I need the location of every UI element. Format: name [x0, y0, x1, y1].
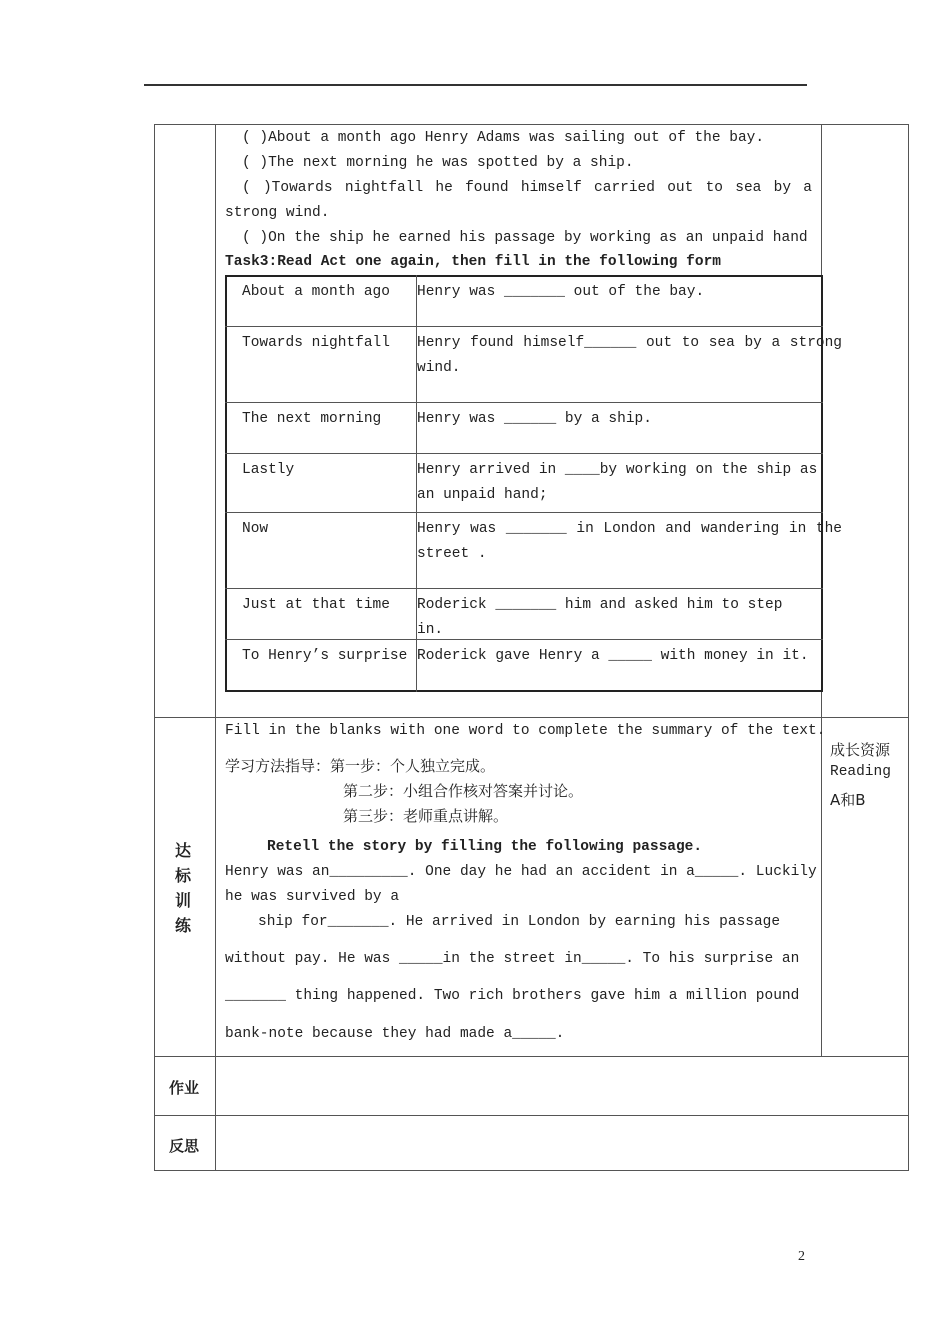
method-guide-1: 学习方法指导：第一步：个人独立完成。: [225, 757, 496, 775]
form-event-cell: Henry arrived in ____by working on the ship as an unpaid hand;: [417, 462, 818, 503]
method-guide-2: 第二步：小组合作核对答案并讨论。: [343, 782, 584, 800]
form-event-cell: Henry found himself______ out to sea by a strong wind.: [417, 335, 842, 376]
col-divider-left: [215, 124, 216, 1171]
form-event-cell: Roderick gave Henry a _____ with money in it.: [417, 648, 809, 664]
form-event-cell: Henry was _______ out of the bay.: [417, 284, 705, 300]
homework-label: 作业: [169, 1079, 200, 1097]
form-time-cell: About a month ago: [242, 284, 390, 300]
statement-4: ( )On the ship he earned his passage by working as an unpaid hand: [242, 230, 808, 246]
task3-title: Task3:Read Act one again, then fill in the following form: [225, 254, 721, 270]
form-row-line: [225, 512, 823, 513]
passage-line: he was survived by a: [225, 889, 400, 905]
header-rule: [144, 84, 807, 86]
form-time-cell: To Henry’s surprise: [242, 648, 408, 664]
form-time-cell: Now: [242, 521, 269, 537]
reflection-label: 反思: [169, 1137, 200, 1155]
passage-line: without pay. He was _____in the street in_____. To his surprise an: [225, 951, 800, 967]
resource-line: A和B: [830, 791, 866, 809]
form-time-cell: The next morning: [242, 411, 382, 427]
statement-1: ( )About a month ago Henry Adams was sailing out of the bay.: [242, 130, 765, 146]
passage-line: bank-note because they had made a_____.: [225, 1026, 565, 1042]
form-row-line: [225, 588, 823, 589]
form-row-line: [225, 402, 823, 403]
form-event-cell: Roderick _______ him and asked him to step in.: [417, 597, 783, 638]
method-guide-3: 第三步：老师重点讲解。: [343, 807, 509, 825]
statement-3: ( )Towards nightfall he found himself carried out to sea by a: [242, 180, 812, 196]
passage-line: ship for_______. He arrived in London by earning his passage: [258, 914, 781, 930]
summary-intro: Fill in the blanks with one word to complete the summary of the text.: [225, 723, 826, 739]
statement-2: ( )The next morning he was spotted by a ship.: [242, 155, 634, 171]
form-row-line: [225, 326, 823, 327]
page-number: 2: [798, 1249, 805, 1264]
form-event-cell: Henry was _______ in London and wandering in the street .: [417, 521, 842, 562]
retell-title: Retell the story by filling the following passage.: [267, 839, 703, 855]
form-event-cell: Henry was ______ by a ship.: [417, 411, 652, 427]
form-time-cell: Lastly: [242, 462, 295, 478]
passage-line: Henry was an_________. One day he had an accident in a_____. Luckily: [225, 864, 817, 880]
resource-line: Reading: [830, 764, 891, 780]
form-time-cell: Just at that time: [242, 597, 390, 613]
row-divider-2: [154, 1056, 909, 1057]
resource-title: 成长资源: [830, 741, 891, 759]
row-divider-3: [154, 1115, 909, 1116]
statement-3-cont: strong wind.: [225, 205, 330, 221]
practice-section-label: 达标训练: [175, 841, 192, 935]
passage-line: _______ thing happened. Two rich brothers gave him a million pound: [225, 988, 800, 1004]
form-time-cell: Towards nightfall: [242, 335, 390, 351]
row-divider-1: [154, 717, 909, 718]
form-row-line: [225, 453, 823, 454]
